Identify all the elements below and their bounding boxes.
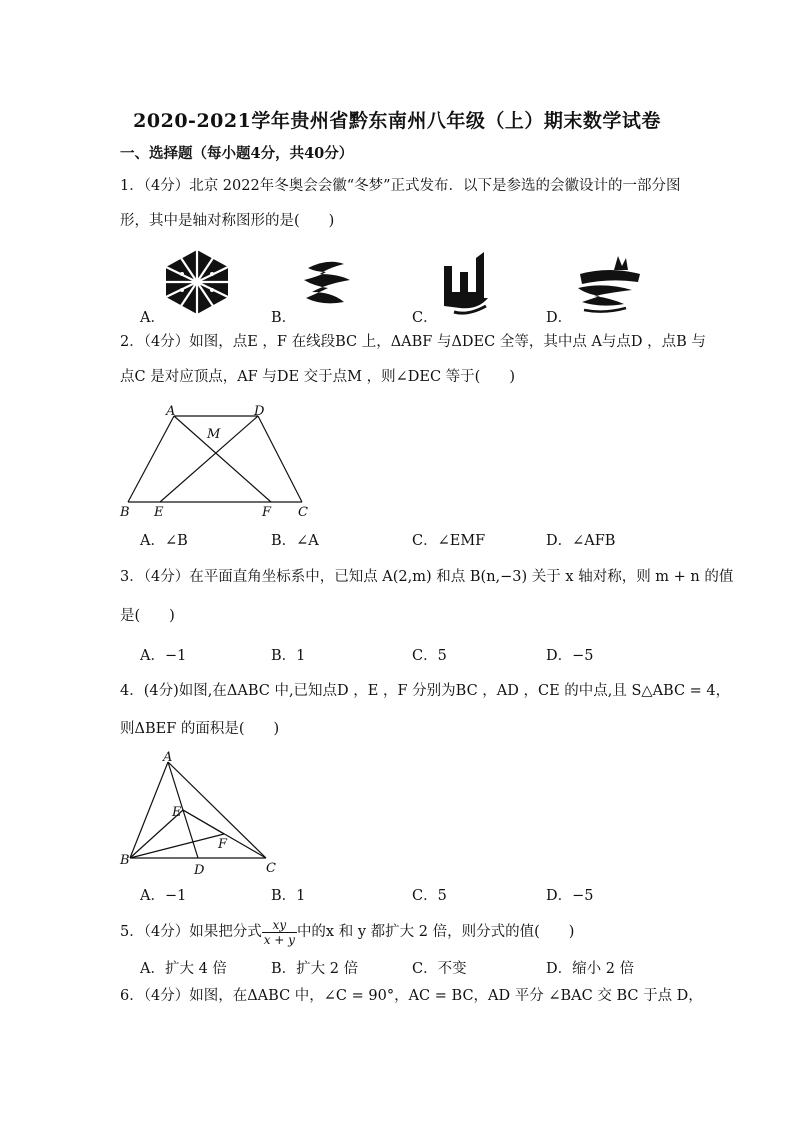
- q4-option-c[interactable]: C．5: [412, 888, 447, 904]
- q2-line1: 2．（4分）如图，点E ，F 在线段BC 上，ΔABF 与ΔDEC 全等，其中点 A与点D ，点B 与: [120, 334, 706, 350]
- q2-option-d[interactable]: D．∠AFB: [546, 533, 616, 549]
- q3-line1: 3．（4分）在平面直角坐标系中，已知点 A(2,m) 和点 B(n,−3) 关于 x 轴对称，则 m + n 的值: [120, 569, 734, 585]
- q4-label-d: D: [194, 863, 205, 878]
- q4-label-f: F: [218, 837, 228, 852]
- q3-option-c[interactable]: C．5: [412, 648, 447, 664]
- q4-label-e: E: [172, 805, 182, 820]
- q4-option-b[interactable]: B．1: [271, 888, 306, 904]
- q1-option-d[interactable]: D．: [546, 310, 573, 326]
- q4-line1: 4．(4分)如图,在ΔABC 中,已知点D ，E ，F 分别为BC ，AD ，CE 的中点,且 S△ABC = 4，: [120, 683, 731, 699]
- q5-fraction: [262, 918, 297, 947]
- q1-emblem-d-image: [574, 252, 646, 314]
- q4-option-a[interactable]: A．−1: [140, 888, 187, 904]
- q1-line1: 1．（4分）北京 2022年冬奥会会徽“冬梦”正式发布．以下是参选的会徽设计的一部分图: [120, 178, 681, 194]
- q4-label-a: A: [163, 750, 173, 765]
- q1-emblem-b-image: [298, 258, 358, 310]
- q5-fraction-numerator: xy: [262, 918, 297, 933]
- q2-label-c: C: [298, 505, 308, 520]
- q3-option-b[interactable]: B．1: [271, 648, 306, 664]
- q4-triangle-figure: [116, 748, 286, 878]
- q3-options: [140, 644, 700, 664]
- q2-triangle-figure: [116, 400, 316, 522]
- q1-options: [140, 306, 700, 326]
- q5-line: [120, 914, 574, 950]
- q2-label-a: A: [166, 404, 176, 419]
- q2-option-a[interactable]: A．∠B: [140, 533, 188, 549]
- q2-option-c[interactable]: C．∠EMF: [412, 533, 486, 549]
- q6-line1: 6．（4分）如图，在ΔABC 中，∠C = 90°，AC = BC，AD 平分 ∠BAC 交 BC 于点 D，: [120, 988, 703, 1004]
- q2-option-b[interactable]: B．∠A: [271, 533, 319, 549]
- q1-option-b[interactable]: B．: [271, 310, 297, 326]
- q4-option-d[interactable]: D．−5: [546, 888, 594, 904]
- q3-line2: 是( ): [120, 608, 175, 624]
- section-heading: 一、选择题（每小题4分，共40分）: [120, 145, 354, 162]
- q1-line2: 形，其中是轴对称图形的是( ): [120, 213, 335, 229]
- q2-label-e: E: [154, 505, 164, 520]
- q1-option-c[interactable]: C．: [412, 310, 438, 326]
- q4-label-c: C: [266, 861, 276, 876]
- q2-label-d: D: [254, 404, 265, 419]
- q4-options: [140, 884, 700, 904]
- q5-options: [140, 957, 700, 977]
- q4-label-b: B: [120, 853, 130, 868]
- q3-option-d[interactable]: D．−5: [546, 648, 594, 664]
- q1-option-a[interactable]: A．: [140, 310, 165, 326]
- q5-option-a[interactable]: A．扩大 4 倍: [140, 961, 227, 977]
- q2-label-f: F: [262, 505, 272, 520]
- q2-label-m: M: [207, 427, 221, 442]
- q5-suffix: 中的x 和 y 都扩大 2 倍，则分式的值( ): [296, 924, 575, 940]
- page-title: 2020-2021学年贵州省黔东南州八年级（上）期末数学试卷: [133, 110, 661, 132]
- q5-option-d[interactable]: D．缩小 2 倍: [546, 961, 635, 977]
- q4-line2: 则ΔBEF 的面积是( ): [120, 721, 280, 737]
- q5-fraction-denominator: x + y: [263, 932, 295, 947]
- q5-prefix: 5．（4分）如果把分式: [120, 924, 262, 940]
- q2-options: [140, 529, 700, 549]
- q5-option-c[interactable]: C．不变: [412, 961, 467, 977]
- q2-line2: 点C 是对应顶点，AF 与DE 交于点M ，则∠DEC 等于( ): [120, 369, 515, 385]
- q5-option-b[interactable]: B．扩大 2 倍: [271, 961, 359, 977]
- q2-label-b: B: [120, 505, 130, 520]
- q3-option-a[interactable]: A．−1: [140, 648, 187, 664]
